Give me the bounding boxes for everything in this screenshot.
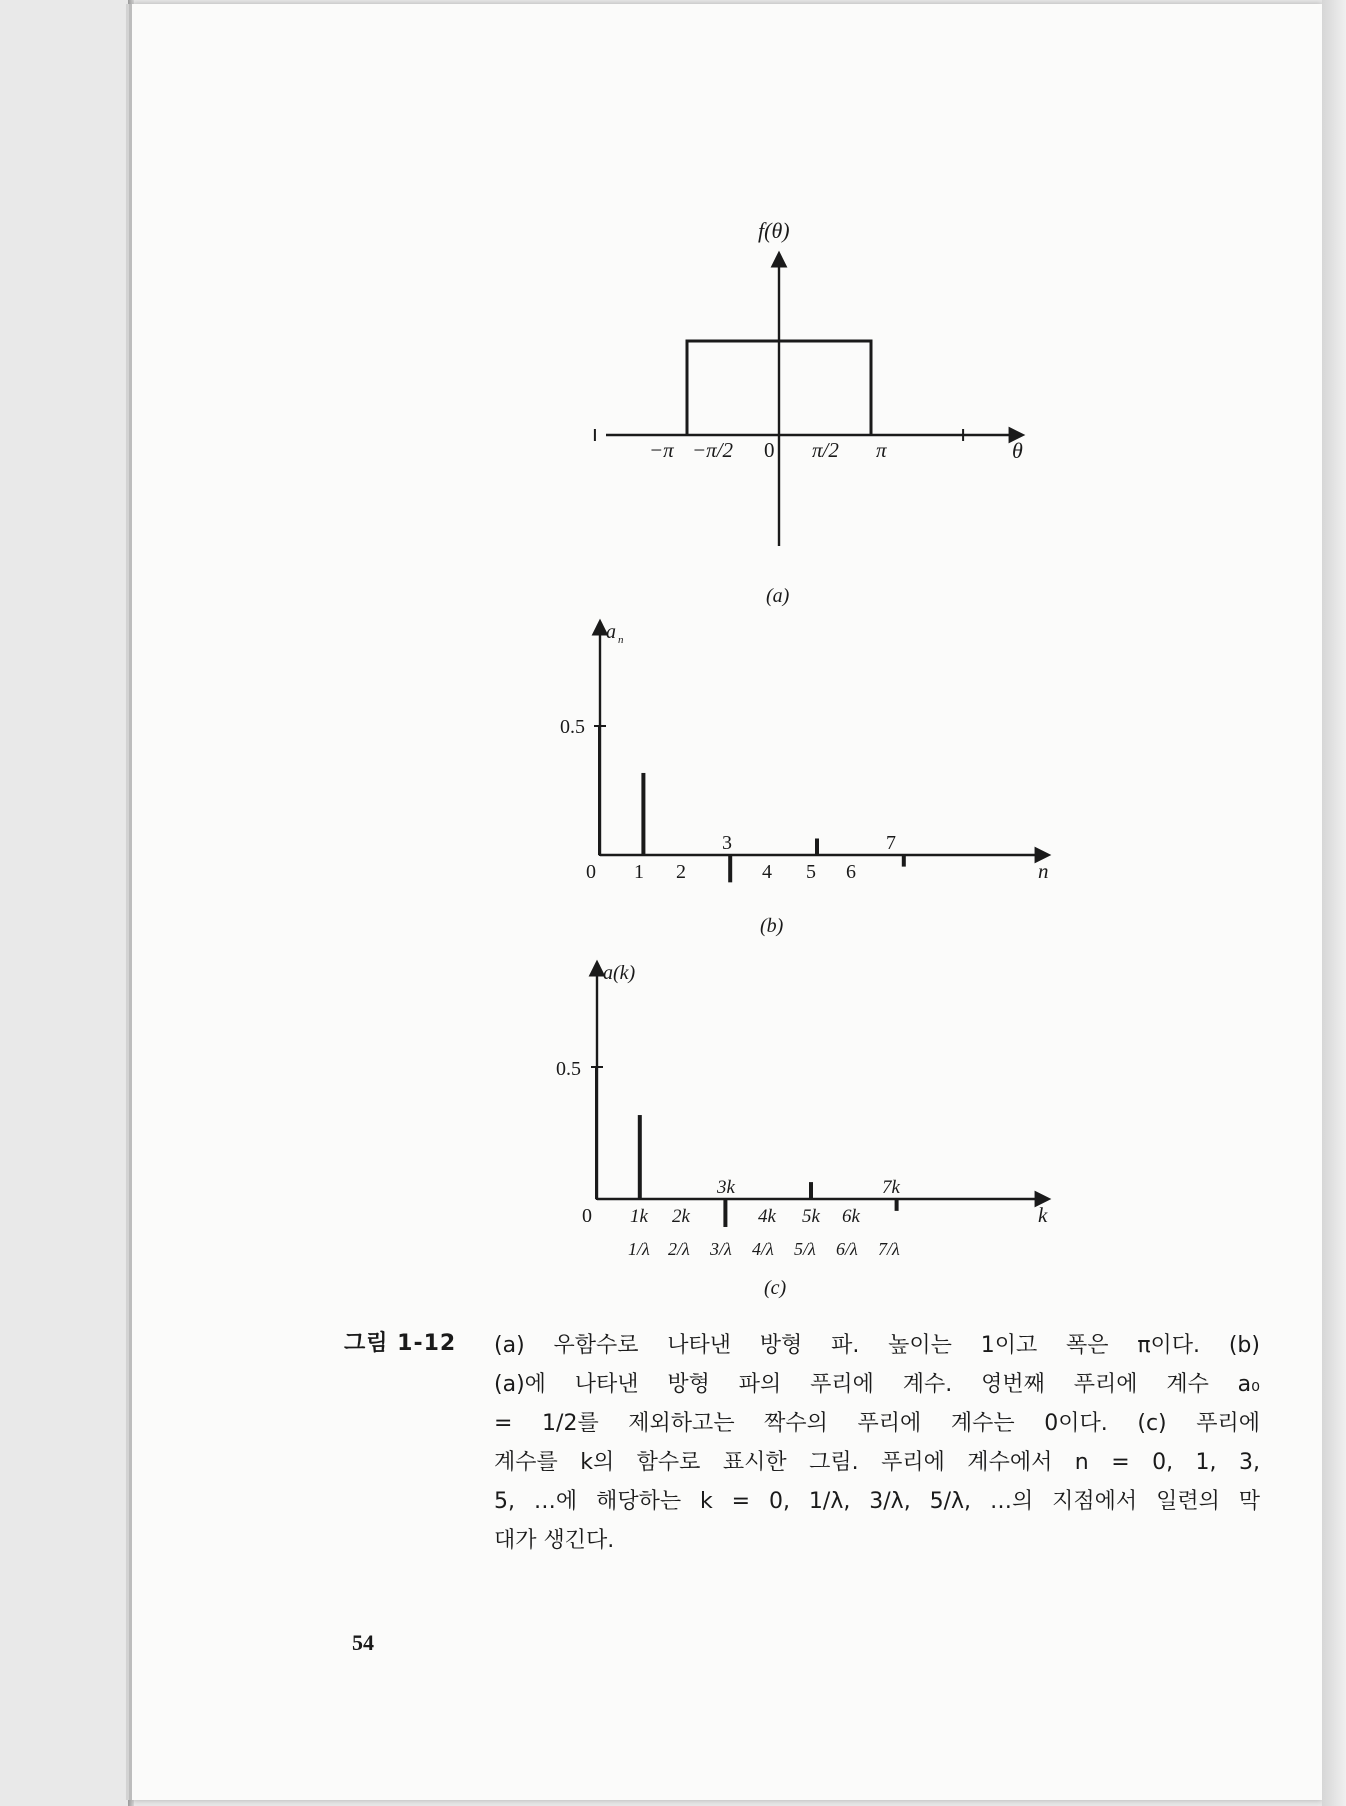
panel-a [595, 218, 1023, 607]
panel-b-tick-0: 0 [586, 861, 596, 883]
panel-c-bar-3k [723, 1199, 727, 1227]
panel-c-tick-7k: 7k [882, 1177, 900, 1198]
panel-b-x-label: n [1038, 859, 1049, 883]
panel-a-label: (a) [766, 585, 790, 607]
panel-c-tick-5k: 5k [802, 1206, 820, 1227]
panel-b-bar-7 [902, 855, 906, 867]
panel-c-lambda-4: 4/λ [752, 1239, 774, 1259]
panel-a-tick-pi-half: π/2 [812, 438, 839, 462]
panel-c-bar-5k [809, 1182, 813, 1199]
panel-b-tick-7: 7 [886, 832, 896, 854]
panel-c-label: (c) [764, 1277, 787, 1299]
panel-c-x-label: k [1038, 1203, 1048, 1227]
panel-b-tick-1: 1 [634, 861, 644, 883]
panel-b-bar-0 [598, 726, 601, 855]
panel-b-label: (b) [760, 915, 784, 937]
panel-b-tick-4: 4 [762, 861, 772, 883]
panel-c [556, 962, 1048, 1299]
panel-a-tick-neg-pi: −π [649, 438, 674, 462]
panel-a-y-label: f(θ) [758, 218, 790, 243]
caption-label: 그림 1-12 [344, 1331, 457, 1356]
caption-line-1: (a) 우함수로 나타낸 방형 파. 높이는 1이고 폭은 π이다. (b) [494, 1333, 1260, 1358]
panel-c-lambda-7: 7/λ [878, 1239, 900, 1259]
panel-b-tick-5: 5 [806, 861, 816, 883]
caption-line-6: 대가 생긴다. [494, 1528, 615, 1553]
panel-c-bar-1k [638, 1115, 642, 1199]
panel-c-lambda-6: 6/λ [836, 1239, 858, 1259]
panel-b [560, 621, 1049, 937]
panel-c-tick-4k: 4k [758, 1206, 776, 1227]
panel-a-x-label: θ [1012, 438, 1023, 463]
panel-c-y-label: a(k) [603, 962, 636, 984]
panel-b-tick-6: 6 [846, 861, 856, 883]
panel-c-tick-2k: 2k [672, 1206, 690, 1227]
caption-body [494, 1326, 1260, 1560]
panel-b-y-tick-label: 0.5 [560, 716, 585, 738]
panel-b-tick-2: 2 [676, 861, 686, 883]
panel-a-tick-neg-pi-half: −π/2 [692, 438, 734, 462]
panel-c-bar-0 [595, 1067, 598, 1199]
panel-b-bar-1 [641, 773, 645, 855]
panel-c-tick-1k: 1k [630, 1206, 648, 1227]
panel-c-tick-6k: 6k [842, 1206, 860, 1227]
caption-line-4: 계수를 k의 함수로 표시한 그림. 푸리에 계수에서 n = 0, 1, 3, [494, 1450, 1260, 1475]
panel-c-tick-3k: 3k [717, 1177, 735, 1198]
caption-line-2: (a)에 나타낸 방형 파의 푸리에 계수. 영번째 푸리에 계수 a₀ [494, 1372, 1260, 1397]
caption-line-5: 5, …에 해당하는 k = 0, 1/λ, 3/λ, 5/λ, …의 지점에서 일련의 막 [494, 1489, 1260, 1514]
panel-a-tick-zero: 0 [764, 438, 775, 462]
panel-b-y-label: a [606, 621, 616, 643]
caption-line-3: = 1/2를 제외하고는 짝수의 푸리에 계수는 0이다. (c) 푸리에 [494, 1411, 1260, 1436]
page-number: 54 [352, 1630, 374, 1655]
panel-b-bar-5 [815, 838, 819, 855]
panel-c-tick-zero: 0 [582, 1205, 592, 1227]
panel-c-y-tick-label: 0.5 [556, 1058, 581, 1080]
panel-b-tick-3: 3 [722, 832, 732, 854]
panel-a-tick-pi: π [876, 438, 887, 462]
panel-c-lambda-3: 3/λ [710, 1239, 732, 1259]
panel-b-bar-3 [728, 855, 732, 882]
panel-c-bar-7k [895, 1199, 899, 1211]
panel-c-lambda-5: 5/λ [794, 1239, 816, 1259]
panel-c-lambda-1: 1/λ [628, 1239, 650, 1259]
panel-b-y-label-sub: n [618, 634, 624, 646]
panel-c-lambda-2: 2/λ [668, 1239, 690, 1259]
